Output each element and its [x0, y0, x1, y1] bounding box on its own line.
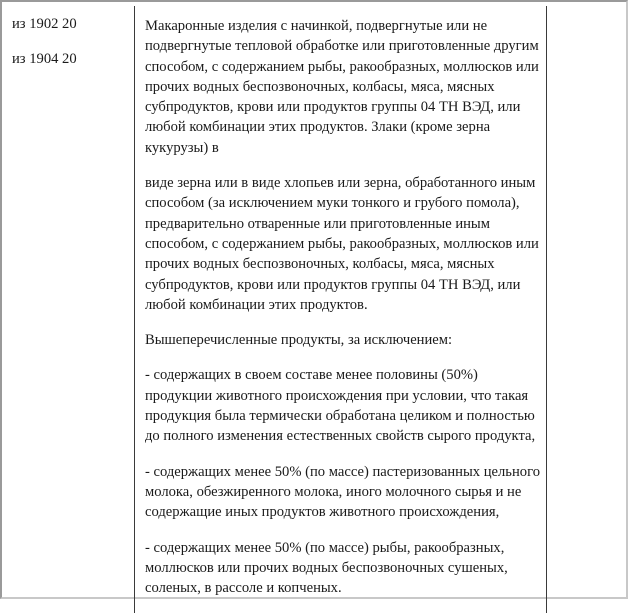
- tariff-code: из 1904 20: [12, 49, 134, 69]
- code-cell: [6, 6, 135, 613]
- description-paragraph: - содержащих менее 50% (по массе) рыбы, ракообразных, моллюсков или прочих водных беспозвоночных сушеных, соленых, в рассоле и копченых.: [145, 538, 540, 599]
- table-row: [6, 6, 628, 613]
- description-paragraph: виде зерна или в виде хлопьев или зерна, обработанного иным способом (за исключением муки тонкого и грубого помола), предварительно отваренные или приготовленные иным способом, с содержанием рыбы, ракообразных, моллюсков или прочих водных беспозвоночных, колбасы, мяса, мясных субпродуктов, крови или продуктов группы 04 ТН ВЭД, или любой комбинации этих продуктов.: [145, 173, 540, 315]
- description-paragraph: - содержащих менее 50% (по массе) пастеризованных цельного молока, обезжиренного молока, иного молочного сырья и не содержащие иных продуктов животного происхождения,: [145, 462, 540, 523]
- description-cell: [135, 6, 547, 613]
- description-paragraph: - содержащих в своем составе менее половины (50%) продукции животного происхождения при условии, что такая продукция была термически обработана целиком и полностью до полного изменения естественных свойств сырого продукта,: [145, 365, 540, 446]
- tariff-table: [6, 6, 628, 613]
- empty-cell: [547, 6, 628, 613]
- description-paragraph: Вышеперечисленные продукты, за исключением:: [145, 330, 540, 350]
- description-paragraph: Макаронные изделия с начинкой, подвергнутые или не подвергнутые тепловой обработке или приготовленные другим способом, с содержанием рыбы, ракообразных, моллюсков или прочих водных беспозвоночных, колбасы, мяса, мясных субпродуктов, крови или продуктов группы 04 ТН ВЭД, или любой комбинации этих продуктов. Злаки (кроме зерна кукурузы) в: [145, 16, 540, 158]
- tariff-code: из 1902 20: [12, 14, 134, 34]
